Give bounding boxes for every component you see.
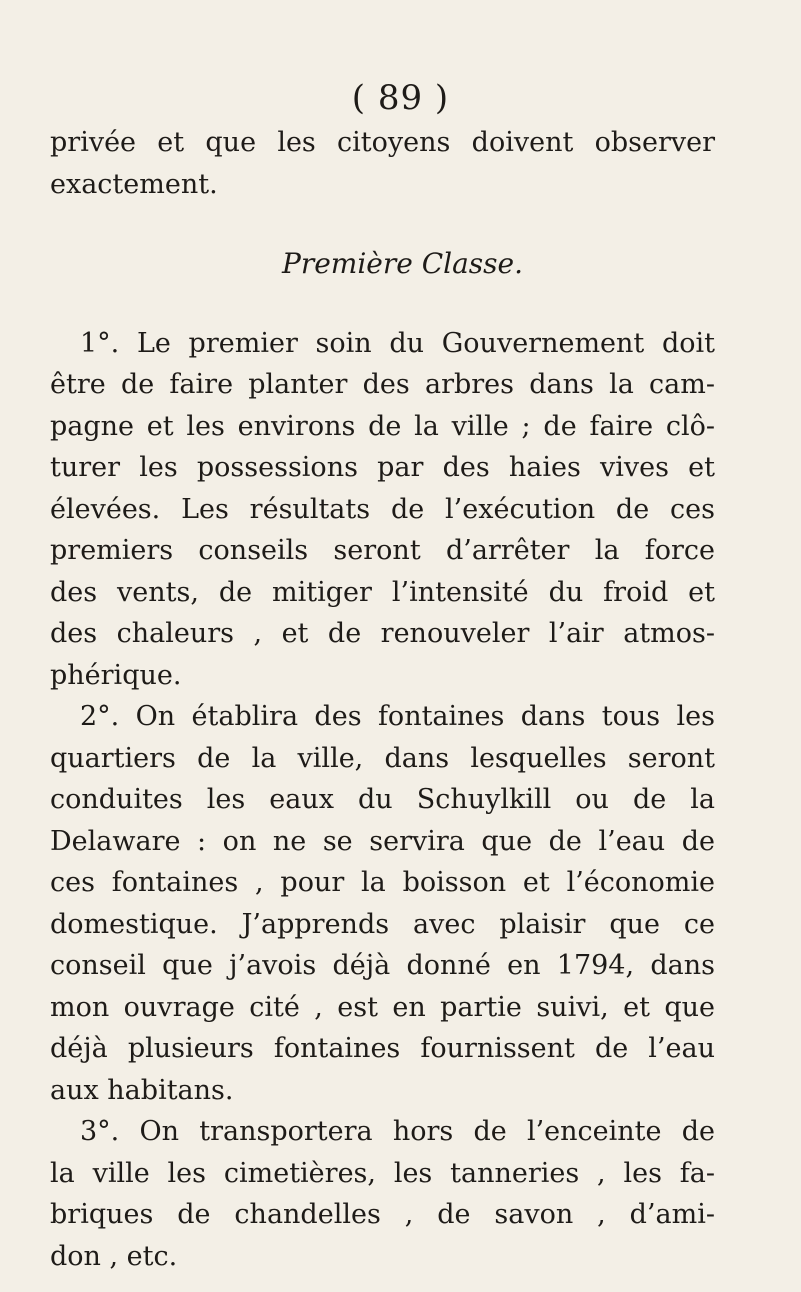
text-line: briques de chandelles , de savon , d’ami- (50, 1199, 715, 1230)
text-line: premiers conseils seront d’arrêter la force (50, 535, 715, 566)
text-line: déjà plusieurs fontaines fournissent de l’eau (50, 1033, 715, 1064)
text-line: mon ouvrage cité , est en partie suivi, et que (50, 991, 715, 1023)
body-text (50, 122, 715, 1277)
text-line: ces fontaines , pour la boisson et l’économie (50, 867, 715, 898)
page-number: ( 89 ) (351, 78, 450, 118)
section-heading: Première Classe. (281, 247, 523, 280)
text-line: turer les possessions par des haies vives et (50, 452, 715, 483)
text-line: 2°. On établira des fontaines dans tous les (80, 701, 715, 732)
text-line: conduites les eaux du Schuylkill ou de la (50, 784, 715, 815)
text-line: don , etc. (50, 1240, 178, 1272)
paragraph-2 (50, 696, 715, 1111)
text-line: exactement. (50, 168, 218, 200)
text-line: la ville les cimetières, les tanneries , les fa- (50, 1157, 715, 1189)
text-line: phérique. (50, 659, 182, 691)
text-line: domestique. J’apprends avec plaisir que ce (50, 908, 715, 940)
text-line: 1°. Le premier soin du Gouvernement doit (80, 327, 715, 359)
text-line: Delaware : on ne se servira que de l’eau de (50, 825, 715, 857)
text-line: privée et que les citoyens doivent observer (50, 127, 715, 158)
text-line: conseil que j’avois déjà donné en 1794, dans (50, 950, 715, 981)
paragraph-1 (50, 323, 715, 697)
text-line: quartiers de la ville, dans lesquelles seront (50, 742, 715, 774)
paragraph-3 (50, 1111, 715, 1277)
text-line: des chaleurs , et de renouveler l’air atmos- (50, 618, 715, 649)
text-line: 3°. On transportera hors de l’enceinte de (80, 1116, 715, 1147)
text-line: être de faire planter des arbres dans la cam- (50, 369, 715, 400)
text-line: des vents, de mitiger l’intensité du froid et (50, 576, 715, 608)
text-line: pagne et les environs de la ville ; de faire clô- (50, 410, 715, 442)
text-line: élevées. Les résultats de l’exécution de ces (50, 493, 715, 525)
text-line: aux habitans. (50, 1074, 234, 1106)
